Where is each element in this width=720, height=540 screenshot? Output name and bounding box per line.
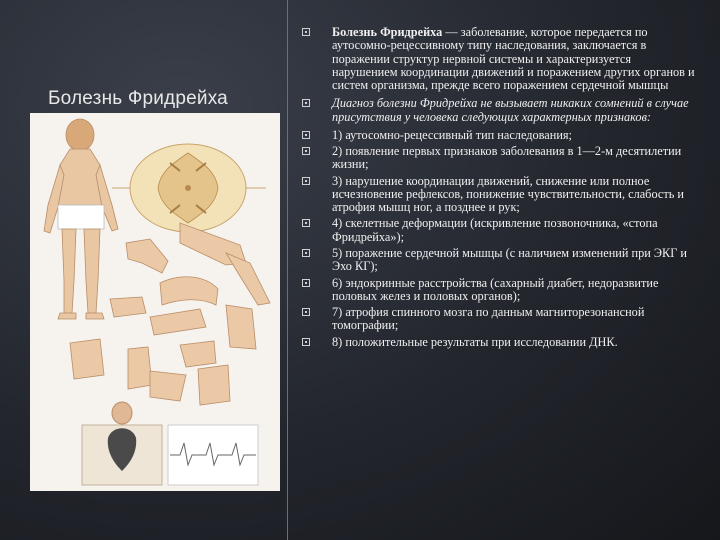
list-item [300,247,695,274]
sign-text: 6) эндокринные расстройства (сахарный диабет, недоразвитие половых желез и половых органов); [332,275,659,303]
heart-panel [82,402,258,485]
sign-text: 2) появление первых признаков заболевания в 1—2-м десятилетии жизни; [332,144,682,172]
sign-text: 4) скелетные деформации (искривление позвоночника, «стопа Фридрейха»); [332,216,658,244]
bullet-icon [302,28,310,36]
bullet-icon [302,147,310,155]
sign-text: 5) поражение сердечной мышцы (с наличием изменений при ЭКГ и Эхо КГ); [332,245,687,274]
list-item [300,97,695,124]
spinal-cord-section [112,144,266,232]
medical-illustration [30,113,280,491]
bullet-icon [302,177,310,185]
list-item [300,175,695,215]
bullet-icon [302,249,310,257]
symptom-list [300,26,695,352]
bullet-icon [302,308,310,316]
list-item [300,217,695,244]
list-item [300,26,695,92]
illustration-drawing [30,113,280,491]
bullet-icon [302,279,310,287]
disease-name: Болезнь Фридрейха [332,25,443,39]
sign-text: 3) нарушение координации движений, снижение или полное исчезновение рефлексов, понижение чувствительности, слабость и атрофия мышц ног, а позднее и рук; [332,173,684,215]
vertical-divider [287,0,288,540]
bullet-icon [302,99,310,107]
sign-text: 8) положительные результаты при исследовании ДНК. [332,334,618,349]
sign-text: 7) атрофия спинного мозга по данным магниторезонансной томографии; [332,305,645,333]
list-item [300,145,695,172]
list-item [300,129,695,142]
list-item [300,336,695,349]
sign-text: 1) аутосомно-рецессивный тип наследования; [332,127,572,142]
list-item [300,306,695,333]
bullet-icon [302,338,310,346]
slide-title: Болезнь Фридрейха [48,88,228,109]
list-item [300,277,695,304]
definition-text: — заболевание, которое передается по аутосомно-рецессивному типу наследования, заключается в поражении структур нервной системы и характеризуется нарушением координации движений и поражением других органов и систем организма, прежде всего поражением сердечной мышцы [332,25,695,93]
diagnosis-intro: Диагноз болезни Фридрейха не вызывает никаких сомнений в случае присутствия у человека следующих характерных признаков: [332,96,689,124]
bullet-icon [302,219,310,227]
bullet-icon [302,131,310,139]
child-figure [44,119,118,319]
